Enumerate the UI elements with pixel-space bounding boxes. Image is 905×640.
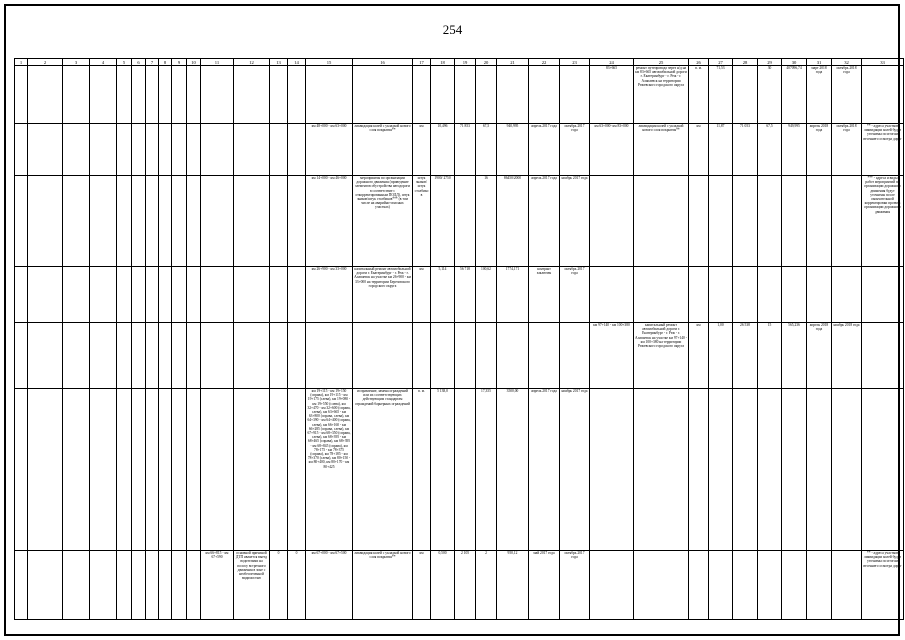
cell-c18: 0,500 (431, 551, 455, 620)
cell-c20: 2 (476, 551, 497, 620)
cell-c23: октябрь 2017 года (560, 124, 590, 176)
cell-c28: 71 053 (733, 124, 758, 176)
cell-c18: 5,114 (431, 267, 455, 323)
cell-c13: 0 (270, 551, 288, 620)
cell-c29: 67,5 (758, 124, 782, 176)
cell-c22: контракт заключен (529, 267, 560, 323)
cell-c22: май 2017 года (529, 551, 560, 620)
cell-c29: 30 (758, 66, 782, 124)
cell-c28: 26 538 (733, 323, 758, 389)
cell-c30: 565,236 (782, 323, 807, 389)
cell-c16: ликвидация колей с укладкой нового слоя покрытия** (353, 124, 413, 176)
column-number: 2 (28, 59, 63, 66)
cell-c18: 10,496 (431, 124, 455, 176)
cell-c14: 0 (288, 551, 306, 620)
column-number: 33 (862, 59, 904, 66)
cell-c25: капитальный ремонт автомобильной дороги г. Екатеринбург - г. Реж - г. Алапаевск на участке км 97+140 - км 100+380 на территории Режевского городского округа (634, 323, 689, 389)
cell-c23: октябрь 2017 года (560, 267, 590, 323)
cell-c32: октябрь 2018 года (832, 66, 862, 124)
cell-c15: км 14+000 - км 46+000 (306, 176, 353, 267)
column-number: 21 (497, 59, 529, 66)
cell-c32: октябрь 2018 года (832, 124, 862, 176)
table-row (15, 323, 904, 389)
column-number: 5 (117, 59, 132, 66)
cell-c19: 2 105 (455, 551, 476, 620)
cell-c12: основной причиной ДТП является выезд водителями на полосу встречного движения в зоне с необеспеченной видимостью (234, 551, 270, 620)
column-number: 7 (146, 59, 159, 66)
cell-c30: 949,995 (782, 124, 807, 176)
column-number: 18 (431, 59, 455, 66)
table-row (15, 124, 904, 176)
cell-c15: км 26+900 - км 33+000 (306, 267, 353, 323)
cell-c19: 71 853 (455, 124, 476, 176)
cell-c31: март 2018 года (807, 66, 832, 124)
column-number: 15 (306, 59, 353, 66)
cell-c23: октябрь 2017 года (560, 551, 590, 620)
cell-c16: исправление, замена ограждений или их соответствующих действующим стандартам ограждений барьерных ограждений (353, 389, 413, 551)
cell-c16: ликвидация колей с укладкой нового слоя покрытия** (353, 551, 413, 620)
column-number: 13 (270, 59, 288, 66)
column-number: 23 (560, 59, 590, 66)
column-number: 9 (172, 59, 187, 66)
plan-table (14, 58, 904, 620)
cell-c20: 67,5 (476, 124, 497, 176)
cell-c25: ремонт путепровода через н/д на км 83+665 автомобильной дороги г. Екатеринбург - г. Реж - г. Алапаевск на территории Режевского городского округа (634, 66, 689, 124)
cell-c17: км (413, 124, 431, 176)
cell-c11: км 66+815 - км 67+590 (201, 551, 234, 620)
column-number: 6 (132, 59, 146, 66)
column-number: 25 (634, 59, 689, 66)
cell-c31: апрель 2018 года (807, 124, 832, 176)
cell-c20: 100,62 (476, 267, 497, 323)
cell-c33: ** - адреса участков ликвидации колей будут уточнены по итогам весеннего осмотра дорог (862, 124, 904, 176)
cell-c33: ** - адреса участков ликвидации колей будут уточнены по итогам весеннего осмотра дорог (862, 551, 904, 620)
cell-c19: 56 718 (455, 267, 476, 323)
cell-c22: апрель 2017 года (529, 176, 560, 267)
column-number: 4 (90, 59, 117, 66)
cell-c21: 940,995 (497, 124, 529, 176)
cell-c17: км (413, 267, 431, 323)
table-row (15, 389, 904, 551)
cell-c26: п. м. (689, 66, 709, 124)
table-row (15, 551, 904, 620)
column-number: 24 (590, 59, 634, 66)
column-number: 27 (709, 59, 733, 66)
cell-c18: 5 138,0 (431, 389, 455, 551)
cell-c27: 1,00 (709, 323, 733, 389)
cell-c16: мероприятия по организации дорожного движения (приведение элементов обустройства автодороги в соответствие с откорректированным ПОДД), штук знаков/штук столбиков*** (в том числе на аварийно-опасных участках) (353, 176, 413, 267)
column-number: 30 (782, 59, 807, 66)
cell-c25: ликвидация колей с укладкой нового слоя покрытия** (634, 124, 689, 176)
cell-c22: апрель 2017 года (529, 389, 560, 551)
cell-c24: 83+665 (590, 66, 634, 124)
cell-c23: ноябрь 2017 года (560, 389, 590, 551)
cell-c15: км 67+000 - км 67+500 (306, 551, 353, 620)
column-number: 32 (832, 59, 862, 66)
cell-c15: км 48+000 - км 63+000 (306, 124, 353, 176)
column-number: 29 (758, 59, 782, 66)
column-number: 19 (455, 59, 476, 66)
cell-c17: км (413, 551, 431, 620)
column-number: 14 (288, 59, 306, 66)
cell-c32: ноябрь 2018 года (832, 323, 862, 389)
page-number: 254 (442, 22, 463, 37)
cell-c33: *** - адреса и виды работ мероприятий по организации дорожного движения будут уточнены после окончательной корректировки проекта организации дорожного движения (862, 176, 904, 267)
cell-c21: 3500,00 (497, 389, 529, 551)
column-numbers-row (15, 59, 904, 66)
column-number: 20 (476, 59, 497, 66)
cell-c21: 1774,171 (497, 267, 529, 323)
cell-c20: 17,355 (476, 389, 497, 551)
cell-c26: км (689, 323, 709, 389)
cell-c27: 71,53 (709, 66, 733, 124)
cell-c27: 11,87 (709, 124, 733, 176)
column-number: 8 (159, 59, 172, 66)
column-number: 10 (187, 59, 201, 66)
column-number: 16 (353, 59, 413, 66)
cell-c15: км 19+115 - км 19+150 (справа), км 19+115 - км 19+175 (слева), км 19+080 - км 19+550 (слева), км 32+470 - км 32+600 (справа, слева), км 63+665 - км 63+800 (справа, слева), км 64+390 - км 64+400 (справа, слева), км 66+160 - км 66+285 (справа, слева), км 67+915 - км 68+350 (справа, слева), км 68+395 - км 68+465 (справа), км 68+395 - км 68+845 (справа), км 78+175 - км 78+375 (справа), км 78+185 - км 78+370 (слева), км 80+150 - км 80+400, км 80+170 - км 80+425 (306, 389, 353, 551)
table-row (15, 176, 904, 267)
cell-c23: ноябрь 2017 года (560, 176, 590, 267)
cell-c16: капитальный ремонт автомобильной дороги г. Екатеринбург - г. Реж - г. Алапаевск на участке км 26+900 - км 33+000 на территории Березовского городского округа (353, 267, 413, 323)
column-number: 1 (15, 59, 28, 66)
column-number: 28 (733, 59, 758, 66)
cell-c31: апрель 2018 года (807, 323, 832, 389)
column-number: 11 (201, 59, 234, 66)
cell-c17: п. м. (413, 389, 431, 551)
cell-c24: км 97+140 - км 100+380 (590, 323, 634, 389)
cell-c22: апрель 2017 года (529, 124, 560, 176)
cell-c24: км 63+000- км 83+000 (590, 124, 634, 176)
table-row (15, 267, 904, 323)
column-number: 17 (413, 59, 431, 66)
cell-c18: 1900/ 2750 (431, 176, 455, 267)
cell-c26: км (689, 124, 709, 176)
cell-c21: 86450/2000 (497, 176, 529, 267)
cell-c17: штук знаков/ штук столбиков (413, 176, 431, 267)
column-number: 26 (689, 59, 709, 66)
column-number: 12 (234, 59, 270, 66)
cell-c30: 407096,74 (782, 66, 807, 124)
table-row (15, 66, 904, 124)
cell-c20: 16 (476, 176, 497, 267)
column-number: 31 (807, 59, 832, 66)
column-number: 22 (529, 59, 560, 66)
cell-c29: 15 (758, 323, 782, 389)
column-number: 3 (63, 59, 90, 66)
cell-c21: 950,12 (497, 551, 529, 620)
